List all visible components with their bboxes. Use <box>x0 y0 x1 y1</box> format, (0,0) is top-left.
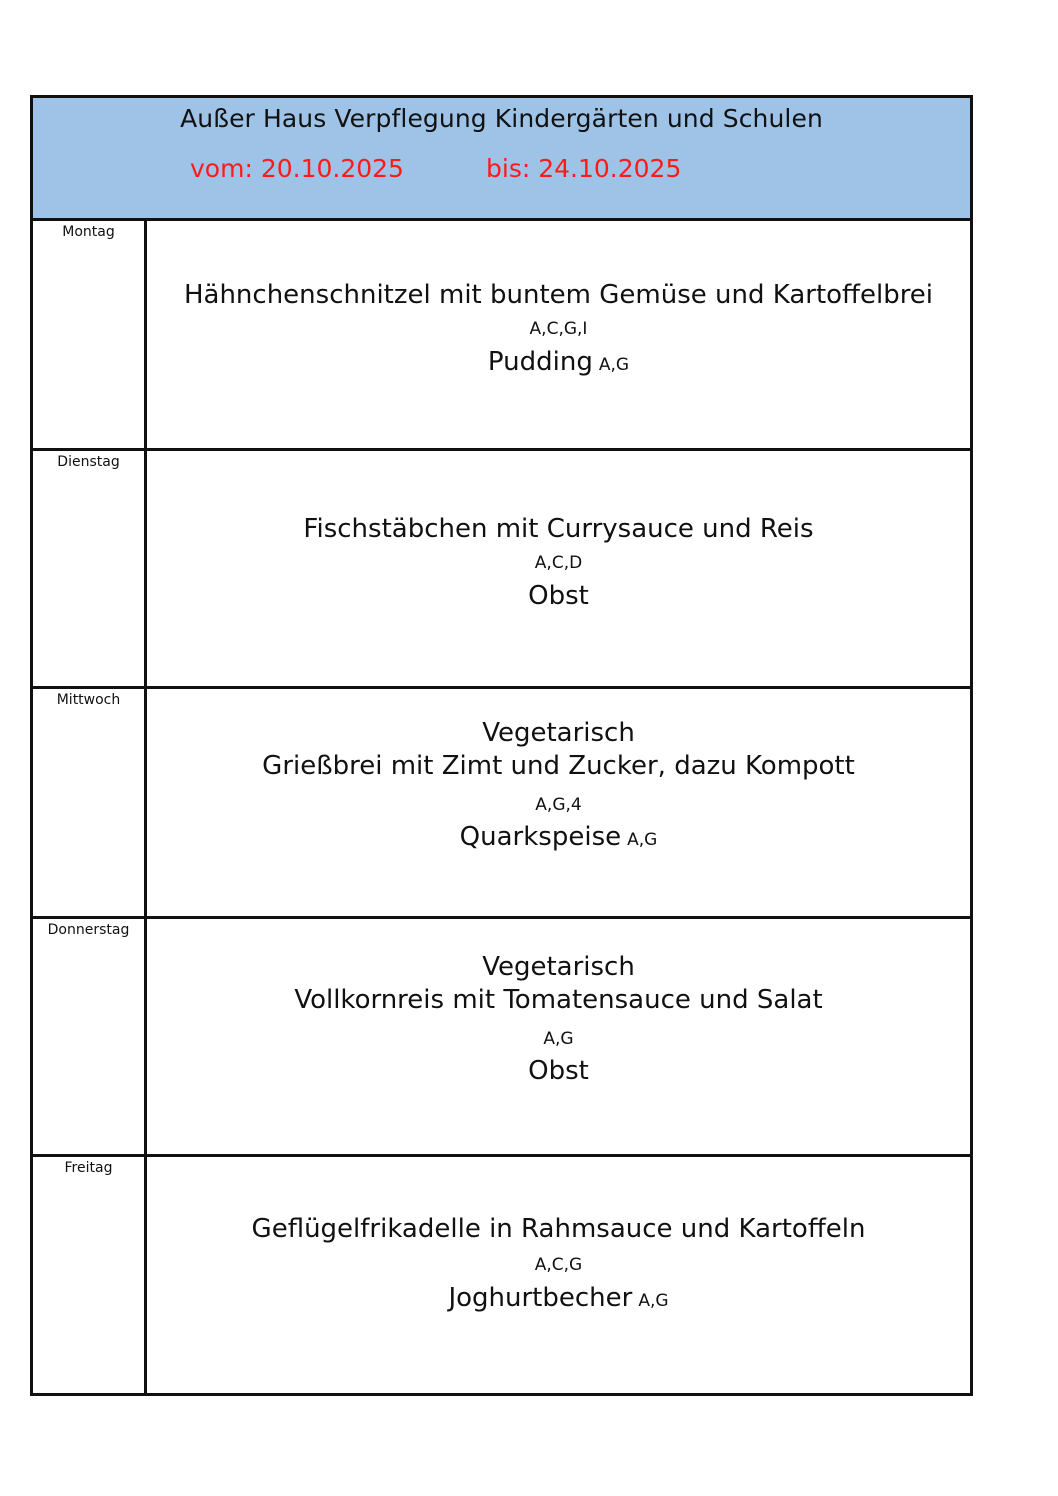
day-label: Donnerstag <box>33 919 147 1154</box>
dessert-allergens: A,G <box>627 830 658 851</box>
day-row-wednesday <box>33 689 970 919</box>
day-row-monday <box>33 221 970 451</box>
main-dish: Fischstäbchen mit Currysauce und Reis <box>303 514 814 544</box>
dessert: Pudding <box>487 347 593 378</box>
day-row-thursday <box>33 919 970 1157</box>
menu-header <box>33 98 970 221</box>
weekly-menu-table <box>30 95 973 1396</box>
day-menu <box>147 919 970 1154</box>
dessert-allergens: A,G <box>598 355 630 376</box>
day-menu <box>147 451 970 686</box>
dessert-line <box>147 346 970 379</box>
day-menu <box>147 689 970 916</box>
main-dish: Geflügelfrikadelle in Rahmsauce und Kartoffeln <box>251 1214 866 1244</box>
date-to-label: bis: <box>486 154 531 183</box>
date-from-value: 20.10.2025 <box>260 154 404 183</box>
menu-category: Vegetarisch <box>482 952 635 982</box>
menu-title: Außer Haus Verpflegung Kindergärten und Schulen <box>180 104 823 133</box>
main-allergens: A,G,4 <box>535 794 582 815</box>
main-allergens: A,C,G <box>534 1255 583 1276</box>
main-allergens: A,G <box>543 1028 574 1049</box>
date-from <box>190 154 404 183</box>
date-to-value: 24.10.2025 <box>538 154 682 183</box>
dessert-line <box>147 580 970 613</box>
dessert: Obst <box>528 1056 589 1087</box>
main-allergens: A,C,D <box>534 553 583 574</box>
day-row-tuesday <box>33 451 970 689</box>
day-label: Mittwoch <box>33 689 147 916</box>
date-from-label: vom: <box>190 154 253 183</box>
day-menu <box>147 221 970 448</box>
day-label: Dienstag <box>33 451 147 686</box>
day-label: Montag <box>33 221 147 448</box>
dessert: Joghurtbecher <box>448 1283 633 1314</box>
dessert: Quarkspeise <box>459 822 622 853</box>
day-row-friday <box>33 1157 970 1393</box>
dessert-line <box>147 1055 970 1088</box>
main-allergens: A,C,G,I <box>529 319 588 340</box>
main-dish: Hähnchenschnitzel mit buntem Gemüse und Kartoffelbrei <box>183 280 934 310</box>
day-menu <box>147 1157 970 1393</box>
dessert-line <box>147 1282 970 1315</box>
date-to <box>486 154 681 183</box>
main-dish: Vollkornreis mit Tomatensauce und Salat <box>294 985 823 1016</box>
day-label: Freitag <box>33 1157 147 1393</box>
menu-category: Vegetarisch <box>482 718 635 748</box>
main-dish: Grießbrei mit Zimt und Zucker, dazu Kompott <box>262 751 855 782</box>
dessert-line <box>147 821 970 854</box>
dessert: Obst <box>528 581 589 612</box>
dessert-allergens: A,G <box>638 1291 669 1312</box>
